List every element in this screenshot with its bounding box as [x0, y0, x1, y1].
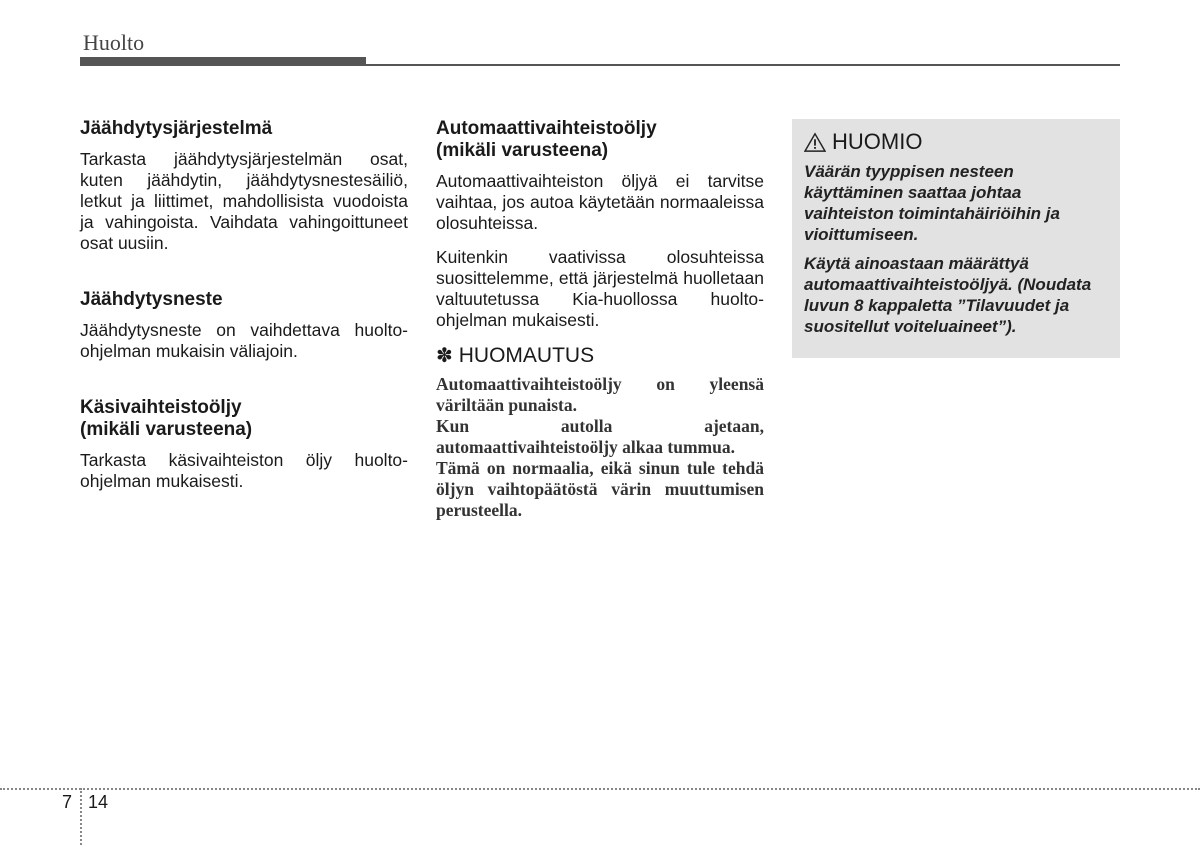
caution-paragraph-1: Väärän tyyppisen nesteen käyttäminen saattaa johtaa vaihteiston toimintahäiriöihin ja vioittumiseen. — [804, 162, 1060, 244]
paragraph-automatic-oil-1: Automaattivaihteiston öljyä ei tarvitse vaihtaa, jos autoa käytetään normaaleissa olosuhteissa. — [436, 171, 764, 233]
header-bar — [80, 57, 366, 66]
footer-dotted-divider — [80, 788, 82, 845]
column-middle — [436, 118, 764, 521]
section-heading-automatic-transmission-oil: Automaattivaihteistoöljy (mikäli varusteena) — [436, 118, 657, 161]
section-text-cooling-system: Tarkasta jäähdytysjärjestelmän osat, kuten jäähdytin, jäähdytysnestesäiliö, letkut ja liittimet, mahdollisista vuodoista ja vahingoista. Vaihdata vahingoittuneet osat uusiin. — [80, 149, 408, 253]
asterisk-icon: ✽ — [436, 345, 453, 367]
note-title: HUOMAUTUS — [458, 344, 595, 367]
page-header-title: Huolto — [83, 30, 145, 55]
warning-triangle-icon — [804, 132, 826, 152]
caution-paragraph-2: Käytä ainoastaan määrättyä automaattivaihteistoöljyä. (Noudata luvun 8 kappaletta ”Tilavuudet ja suositellut voiteluaineet”). — [804, 254, 1092, 336]
section-text-manual-transmission-oil: Tarkasta käsivaihteiston öljy huolto-ohjelman mukaisesti. — [80, 450, 408, 491]
header-rule — [366, 64, 1120, 66]
caution-box — [792, 119, 1120, 358]
note-line-3: Tämä on normaalia, eikä sinun tule tehdä öljyn vaihtopäätöstä värin muuttumisen perusteella. — [436, 458, 764, 520]
section-heading-cooling-system: Jäähdytysjärjestelmä — [80, 118, 273, 139]
paragraph-automatic-oil-2: Kuitenkin vaativissa olosuhteissa suosittelemme, että järjestelmä huolletaan valtuutetussa Kia-huollossa huolto-ohjelman mukaisesti. — [436, 247, 764, 330]
section-heading-coolant: Jäähdytysneste — [80, 289, 223, 310]
caution-title: HUOMIO — [832, 129, 923, 154]
chapter-number: 7 — [62, 792, 73, 812]
footer-dotted-line — [0, 788, 1200, 790]
page-number: 14 — [88, 792, 109, 812]
note-line-2: Kun autolla ajetaan, automaattivaihteistoöljy alkaa tummua. — [436, 416, 764, 457]
note-heading — [436, 344, 764, 368]
caution-heading — [804, 129, 1108, 155]
column-left — [80, 118, 408, 505]
section-heading-manual-transmission-oil: Käsivaihteistoöljy (mikäli varusteena) — [80, 397, 253, 440]
section-text-coolant: Jäähdytysneste on vaihdettava huolto-ohjelman mukaisin väliajoin. — [80, 320, 408, 361]
note-line-1: Automaattivaihteistoöljy on yleensä väriltään punaista. — [436, 374, 764, 415]
